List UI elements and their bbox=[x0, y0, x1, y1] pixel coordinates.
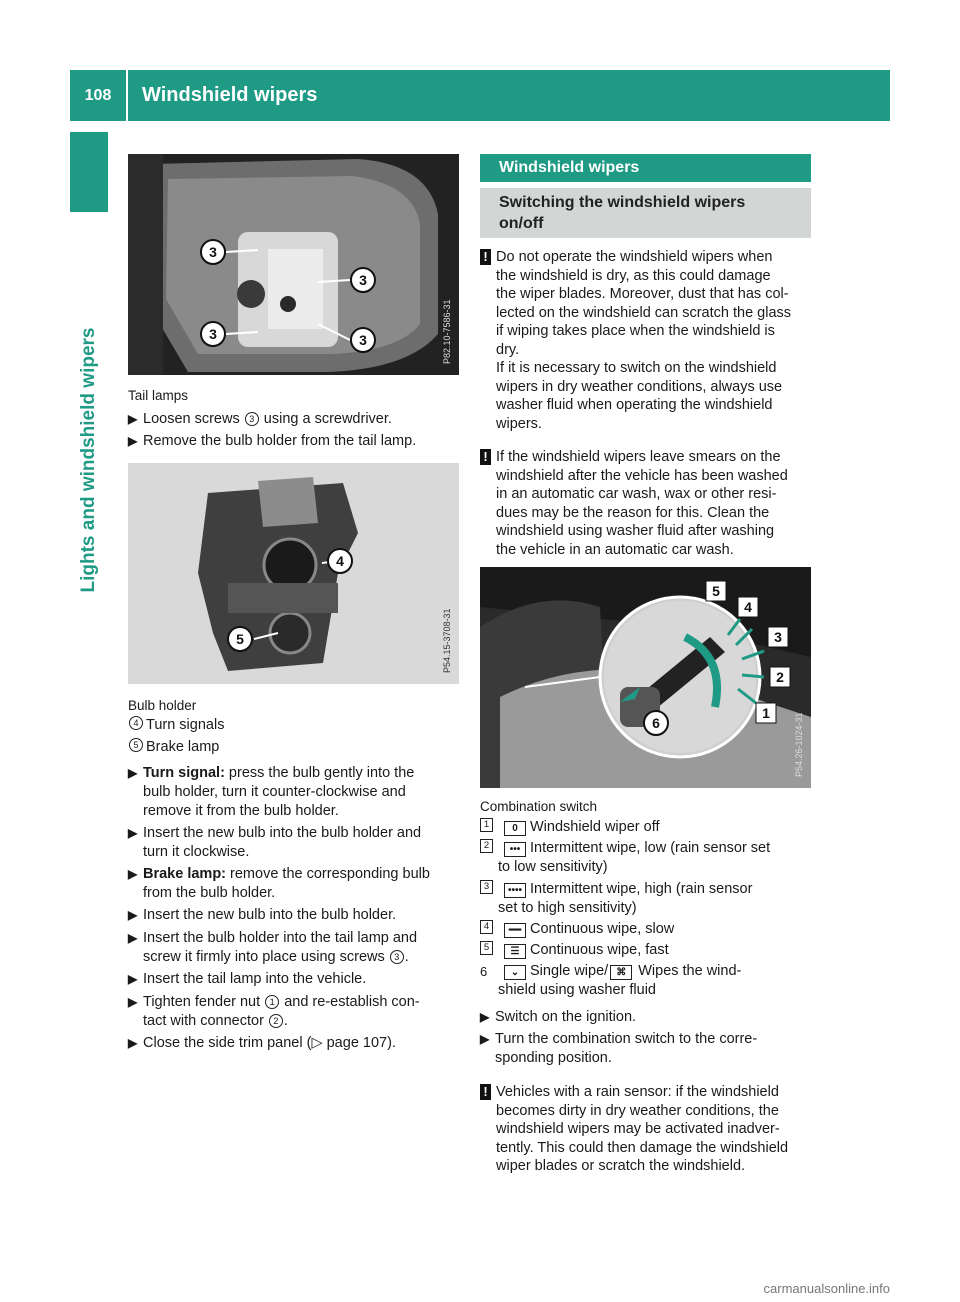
warning-rain-sensor: ! Vehicles with a rain sensor: if the windshield becomes dirty in dry weather conditions, the windshield wipers may be activated inadver- tently. This could then damage the windshield wiper blades or scratch the windshield. bbox=[480, 1083, 814, 1176]
photo-code: P82.10-7586-31 bbox=[442, 299, 452, 364]
step-arrow-icon: ▶ bbox=[128, 931, 138, 945]
intermittent-high-icon: •••• bbox=[504, 883, 526, 898]
step-loosen-screws: ▶ Loosen screws 3 using a screwdriver. bbox=[128, 411, 392, 427]
step-arrow-icon: ▶ bbox=[128, 908, 138, 922]
callout-2-label: 2 bbox=[776, 669, 784, 685]
chapter-tab-marker bbox=[70, 132, 108, 212]
step-tighten-nut: ▶ Tighten fender nut 1 and re-establish con- tact with connector 2 . bbox=[128, 994, 420, 1029]
callout-3-a-label: 3 bbox=[209, 244, 217, 260]
caption-bulb-holder: Bulb holder bbox=[128, 698, 197, 713]
step-insert-holder: ▶ Insert the bulb holder into the tail lamp and screw it firmly into place using screws 3 . bbox=[128, 930, 418, 965]
step-arrow-icon: ▶ bbox=[128, 995, 138, 1009]
callout-3-c-label: 3 bbox=[209, 326, 217, 342]
caption-tail-lamps: Tail lamps bbox=[128, 388, 189, 403]
callout-6-label: 6 bbox=[652, 715, 660, 731]
callout-3-label: 3 bbox=[774, 629, 782, 645]
section-title: Windshield wipers bbox=[480, 154, 811, 182]
photo-code: P54.26-1024-31 bbox=[794, 712, 804, 777]
step-turn-switch: ▶ Turn the combination switch to the corre- sponding position. bbox=[480, 1031, 758, 1066]
chapter-tab bbox=[70, 220, 108, 700]
subsection-title: Switching the windshield wipers on/off bbox=[480, 188, 811, 238]
callout-5-label: 5 bbox=[712, 583, 720, 599]
warning-icon: ! bbox=[480, 449, 491, 465]
step-arrow-icon: ▶ bbox=[128, 972, 138, 986]
step-brake-lamp: ▶ Brake lamp: remove the corresponding bulb from the bulb holder. bbox=[128, 866, 430, 901]
caption-combination-switch: Combination switch bbox=[480, 799, 598, 814]
step-insert-new-bulb: ▶ Insert the new bulb into the bulb holder and turn it clockwise. bbox=[128, 825, 422, 860]
page-header bbox=[70, 70, 890, 121]
step-arrow-icon: ▶ bbox=[128, 766, 138, 780]
header-divider bbox=[126, 70, 128, 121]
warning-icon: ! bbox=[480, 1084, 491, 1100]
photo-code: P54.15-3708-31 bbox=[442, 608, 452, 673]
step-arrow-icon: ▶ bbox=[128, 1036, 138, 1050]
tail-lamp-photo bbox=[128, 154, 459, 375]
step-insert-bulb: ▶ Insert the new bulb into the bulb holder. bbox=[128, 907, 397, 923]
warning-smears: ! If the windshield wipers leave smears on the windshield after the vehicle has been washed in an automatic car wash, wax or other resi- dues may be the reason for this. Clean the windshield using washer fluid after washing the vehicle in an automatic car wash. bbox=[480, 448, 814, 559]
step-turn-signal: ▶ Turn signal: press the bulb gently into the bulb holder, turn it counter-clockwise and remove it from the bulb holder. bbox=[128, 765, 415, 819]
chapter-tab-label: Lights and windshield wipers bbox=[78, 327, 99, 593]
continuous-slow-icon: ━━ bbox=[504, 923, 526, 938]
page-title: Windshield wipers bbox=[142, 84, 318, 106]
intermittent-low-icon: ••• bbox=[504, 842, 526, 857]
callout-1-label: 1 bbox=[762, 705, 770, 721]
callout-5-label: 5 bbox=[236, 631, 244, 647]
step-arrow-icon: ▶ bbox=[128, 826, 138, 840]
callout-3-b-label: 3 bbox=[359, 272, 367, 288]
page-number: 108 bbox=[84, 87, 112, 104]
step-remove-holder: ▶ Remove the bulb holder from the tail lamp. bbox=[128, 433, 417, 449]
step-arrow-icon: ▶ bbox=[128, 412, 138, 426]
step-insert-tail-lamp: ▶ Insert the tail lamp into the vehicle. bbox=[128, 971, 367, 987]
washer-fluid-icon: ⌘ bbox=[610, 965, 632, 980]
continuous-fast-icon: ☰ bbox=[504, 944, 526, 959]
callout-4-label: 4 bbox=[744, 599, 752, 615]
combination-switch-photo bbox=[480, 567, 811, 788]
callout-3-d-label: 3 bbox=[359, 332, 367, 348]
warning-icon: ! bbox=[480, 249, 491, 265]
step-arrow-icon: ▶ bbox=[128, 434, 138, 448]
step-arrow-icon: ▶ bbox=[480, 1032, 490, 1046]
step-arrow-icon: ▶ bbox=[480, 1010, 490, 1024]
callout-4-label: 4 bbox=[336, 553, 344, 569]
step-close-trim-panel: ▶ Close the side trim panel (▷ page 107). bbox=[128, 1035, 396, 1051]
single-wipe-icon: ⌄ bbox=[504, 965, 526, 980]
wiper-off-icon: 0 bbox=[504, 821, 526, 836]
step-arrow-icon: ▶ bbox=[128, 867, 138, 881]
bulb-holder-photo bbox=[128, 463, 459, 684]
watermark: carmanualsonline.info bbox=[763, 1281, 890, 1296]
mark-3: 3 bbox=[245, 412, 259, 426]
warning-dry-windshield: ! Do not operate the windshield wipers when the windshield is dry, as this could damage the wiper blades. Moreover, dust that has col- lected on the windshield can scratch the glass if wiping takes place when the windshield is dry. If it is necessary to switch on the windshield wipers in dry weather conditions, always use washer fluid when operating the windshield wipers. bbox=[480, 248, 814, 433]
step-ignition-on: ▶ Switch on the ignition. bbox=[480, 1009, 637, 1025]
page-ref-arrow-icon: ▷ bbox=[311, 1035, 323, 1051]
